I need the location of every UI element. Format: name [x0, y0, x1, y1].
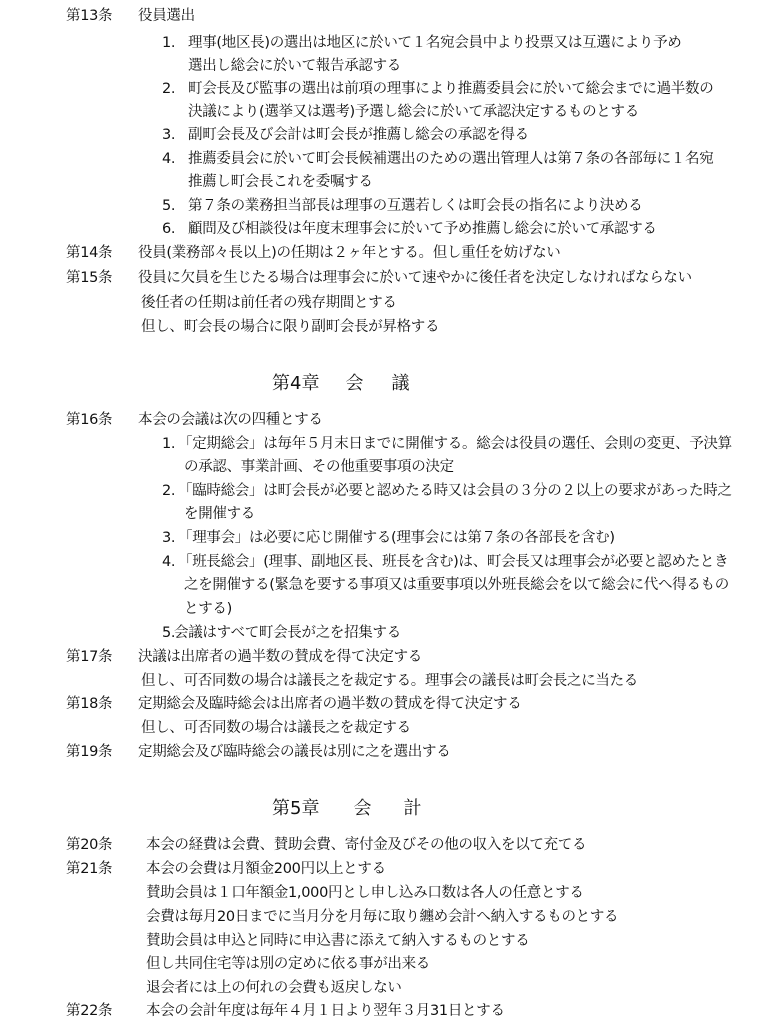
- article-21-text-2: 賛助会員は１口年額金1,000円とし申し込み口数は各人の任意とする: [146, 885, 584, 901]
- article-13-title: 役員選出: [138, 8, 195, 24]
- article-20-label: 第20条: [66, 837, 113, 853]
- item-text: 副町会長及び会計は町会長が推薦し総会の承認を得る: [188, 127, 529, 143]
- article-21-text: 本会の会費は月額金200円以上とする: [146, 861, 386, 877]
- article-16-item-4: [162, 552, 728, 572]
- item-number: 1.: [162, 35, 176, 51]
- article-13-label: 第13条: [66, 8, 113, 24]
- article-16-item-3: [162, 528, 615, 548]
- item-number: 4.: [162, 554, 176, 570]
- article-16-item-4-cont: 之を開催する(緊急を要する事項又は重要事項以外班長総会を以て総会に代へ得るもの: [184, 577, 729, 593]
- item-number: 6.: [162, 221, 176, 237]
- article-18-text-2: 但し、可否同数の場合は議長之を裁定する: [141, 720, 411, 736]
- article-15-text-2: 後任者の任期は前任者の残存期間とする: [141, 295, 397, 311]
- article-16-item-2-cont: を開催する: [184, 506, 255, 522]
- item-text: 推薦委員会に於いて町会長候補選出のための選出管理人は第７条の各部毎に１名宛: [188, 151, 714, 167]
- article-18-text: 定期総会及臨時総会は出席者の過半数の賛成を得て決定する: [138, 696, 522, 712]
- item-number: 5.: [162, 625, 176, 641]
- item-number: 3.: [162, 530, 176, 546]
- article-20-text: 本会の経費は会費、賛助会費、寄付金及びその他の収入を以て充てる: [146, 837, 587, 853]
- article-16-item-2: [162, 481, 732, 501]
- article-13-item-6: [162, 219, 657, 239]
- chapter-title-char: 会: [345, 373, 364, 394]
- item-text: 「理事会」は必要に応じ開催する(理事会には第７条の各部長を含む): [178, 530, 615, 546]
- article-16-title: 本会の会議は次の四種とする: [138, 412, 323, 428]
- item-text: 「定期総会」は毎年５月末日までに開催する。総会は役員の選任、会則の変更、予決算: [178, 436, 732, 452]
- article-15-text-3: 但し、町会長の場合に限り副町会長が昇格する: [141, 319, 440, 335]
- article-16-item-5: [162, 623, 401, 643]
- item-text: 顧問及び相談役は年度末理事会に於いて予め推薦し総会に於いて承認する: [188, 221, 657, 237]
- article-21-label: 第21条: [66, 861, 113, 877]
- item-text: 町会長及び監事の選出は前項の理事により推薦委員会に於いて総会までに過半数の: [188, 81, 714, 97]
- item-text: 第７条の業務担当部長は理事の互選若しくは町会長の指名により決める: [188, 198, 643, 214]
- item-number: 3.: [162, 127, 176, 143]
- article-13-item-4: [162, 149, 713, 169]
- item-number: 4.: [162, 151, 176, 167]
- chapter-title-char: 議: [391, 373, 410, 394]
- article-22-label: 第22条: [66, 1003, 113, 1019]
- article-15-text: 役員に欠員を生じたる場合は理事会に於いて速やかに後任者を決定しなければならない: [138, 270, 692, 286]
- article-16-label: 第16条: [66, 412, 113, 428]
- article-17-text: 決議は出席者の過半数の賛成を得て決定する: [138, 649, 422, 665]
- article-21-text-4: 賛助会員は申込と同時に申込書に添えて納入するものとする: [146, 933, 530, 949]
- article-21-text-3: 会費は毎月20日までに当月分を月毎に取り纏め会計へ納入するものとする: [146, 909, 619, 925]
- item-number: 2.: [162, 81, 176, 97]
- article-19-text: 定期総会及び臨時総会の議長は別に之を選出する: [138, 744, 451, 760]
- article-16-item-4-cont-2: とする): [184, 601, 232, 617]
- item-number: 1.: [162, 436, 176, 452]
- article-18-label: 第18条: [66, 696, 113, 712]
- article-19-label: 第19条: [66, 744, 113, 760]
- article-17-text-2: 但し、可否同数の場合は議長之を裁定する。理事会の議長は町会長之に当たる: [141, 673, 638, 689]
- article-13-item-4-cont: 推薦し町会長これを委嘱する: [188, 174, 373, 190]
- article-21-text-6: 退会者には上の何れの会費も返戻しない: [146, 980, 402, 996]
- item-text: 「班長総会」(理事、副地区長、班長を含む)は、町会長又は理事会が必要と認めたとき: [178, 554, 729, 570]
- article-13-item-3: [162, 125, 529, 145]
- item-number: 2.: [162, 483, 176, 499]
- article-14-text: 役員(業務部々長以上)の任期は２ヶ年とする。但し重任を妨げない: [138, 245, 561, 261]
- article-16-item-1: [162, 434, 732, 454]
- article-14-label: 第14条: [66, 245, 113, 261]
- article-13-item-1: [162, 33, 682, 53]
- article-13-item-2: [162, 79, 713, 99]
- article-13-item-2-cont: 決議により(選挙又は選考)予選し総会に於いて承認決定するものとする: [188, 104, 639, 120]
- chapter-title-char: 会: [353, 798, 372, 819]
- chapter-4-heading: [272, 372, 409, 396]
- chapter-number: 第4章: [272, 373, 320, 394]
- item-text: 「臨時総会」は町会長が必要と認めたる時又は会員の３分の２以上の要求があった時之: [178, 483, 732, 499]
- article-22-text: 本会の会計年度は毎年４月１日より翌年３月31日とする: [146, 1003, 505, 1019]
- item-number: 5.: [162, 198, 176, 214]
- article-21-text-5: 但し共同住宅等は別の定めに依る事が出来る: [146, 956, 430, 972]
- item-text: 理事(地区長)の選出は地区に於いて１名宛会員中より投票又は互選により予め: [188, 35, 682, 51]
- article-13-item-5: [162, 196, 642, 216]
- item-text: 会議はすべて町会長が之を招集する: [174, 625, 401, 641]
- chapter-number: 第5章: [272, 798, 320, 819]
- article-17-label: 第17条: [66, 649, 113, 665]
- article-15-label: 第15条: [66, 270, 113, 286]
- chapter-title-char: 計: [403, 798, 422, 819]
- article-16-item-1-cont: の承認、事業計画、その他重要事項の決定: [184, 459, 454, 475]
- chapter-5-heading: [272, 797, 421, 821]
- article-13-item-1-cont: 選出し総会に於いて報告承認する: [188, 58, 401, 74]
